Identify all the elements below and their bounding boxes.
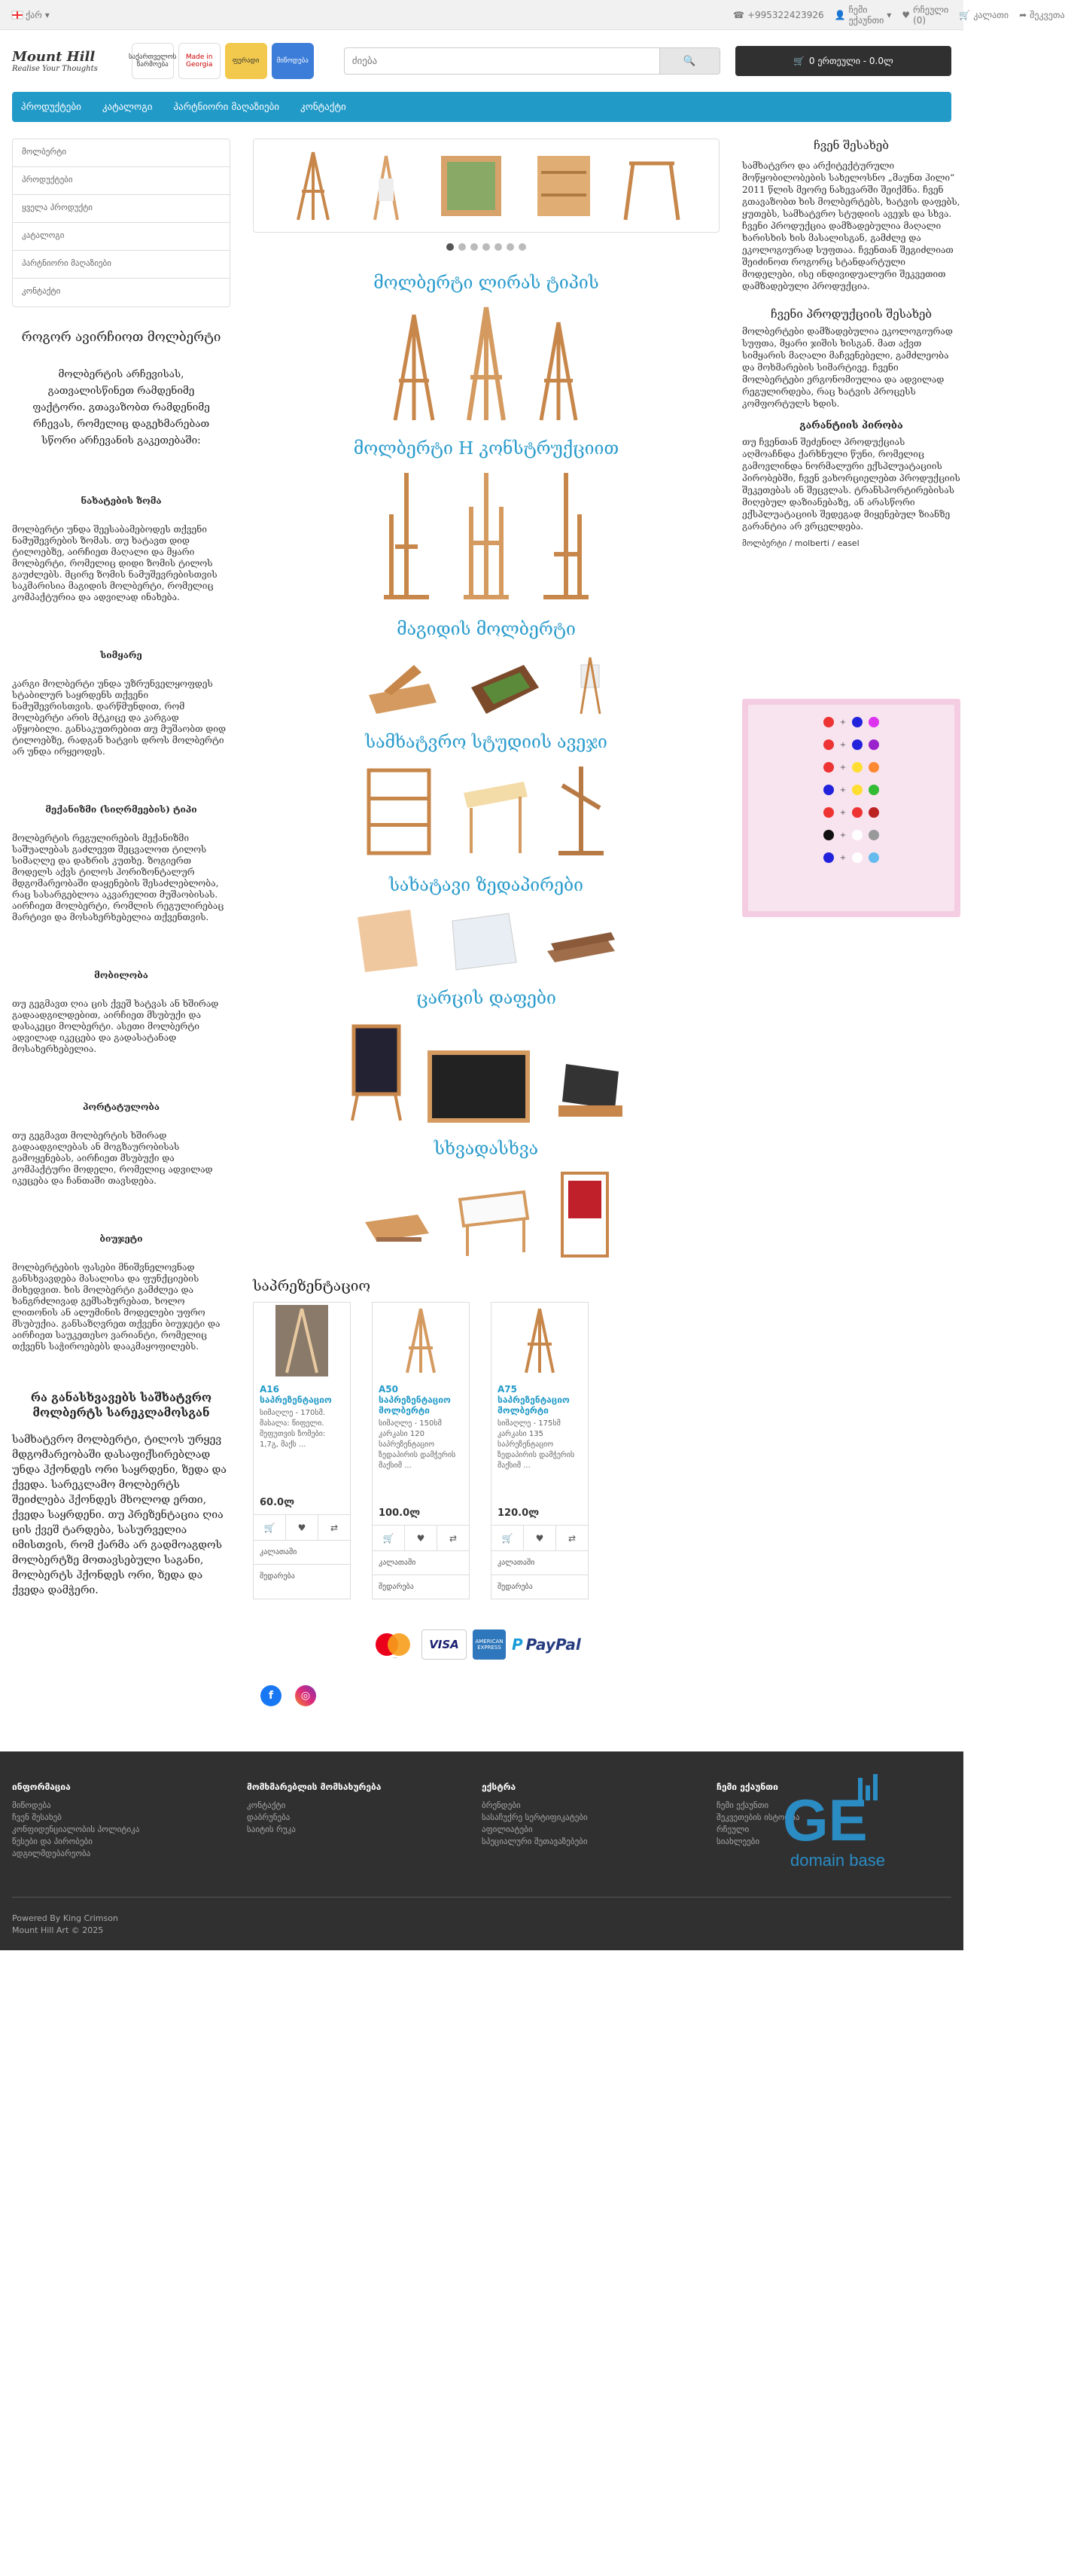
powered-by-text[interactable]: Powered By King Crimson — [12, 1913, 118, 1923]
ge-logo-text: GE — [783, 1787, 868, 1853]
product-name[interactable]: A75 საპრეზენტაციო მოლბერტი — [498, 1384, 570, 1416]
slider-dot[interactable] — [519, 243, 526, 251]
footer-link[interactable]: კონტაქტი — [247, 1800, 286, 1810]
image-slider[interactable] — [253, 139, 720, 233]
account-link[interactable]: 👤 ჩემი ექაუნთი ▾ — [834, 4, 892, 26]
article-intro: მოლბერტის არჩევისას, გათვალისწინეთ რამდენიმე ფაქტორი. გთავაზობთ რამდენიმე რჩევას, რომელიც დაგეხმარებათ სწორი არჩევანის გაკეთებაში: — [32, 368, 210, 447]
category-title[interactable]: სამხატვრო სტუდიის ავეჯი — [365, 733, 607, 752]
chalkboard-image — [426, 1049, 531, 1124]
add-to-cart-link[interactable]: კალათაში — [254, 1540, 350, 1564]
article-title: როგორ ავირჩიოთ მოლბერტი — [21, 330, 221, 345]
svg-text:Mastercard: Mastercard — [393, 1658, 397, 1659]
section-text: მოლბერტის რეგულირების მექანიზმი საშუალებას გაძლევთ შეცვალოთ ტილოს სიმაღლე და დახრის კუთხე. ზოგიერთ მოდელს აქვს ტილოს ჰორიზონტალურ მდგომარეობაში დაყენების შესაძლებლობა, რაც სასარგებლოა აკვარელით მუშაობისას. აირჩიეთ მოლბერტი, რომლის რეგულირებაც მარტივი და მოსახერხებელია თქვენთვის. — [12, 833, 224, 922]
footer-link[interactable]: ბრენდები — [482, 1800, 521, 1810]
add-to-cart-icon[interactable]: 🛒 — [373, 1526, 405, 1550]
phone-link[interactable] — [733, 5, 824, 26]
slider-dot[interactable] — [507, 243, 514, 251]
section-text: კარგი მოლბერტი უნდა უზრუნველყოფდეს სტაბილურ საყრდენს თქვენი ნამუშევრისთვის. დარწმუნდით, რომ მოლბერტი არის მტკიცე და კარგად აწყობილი. განსაკუთრებით თუ მუშაობთ დიდ ტილოებზე, რადგან ხატვის დროს მოლბერტი არ უნდა ირყეოდეს. — [12, 678, 226, 757]
center-column — [253, 139, 720, 1706]
sidebar-item-partner-stores[interactable]: პარტნიორი მაღაზიები — [13, 251, 230, 279]
category-title[interactable]: მოლბერტი ლირას ტიპის — [373, 273, 599, 293]
slider-dots — [253, 243, 720, 251]
product-price: 100.0ლ — [379, 1507, 421, 1519]
footer-link[interactable]: მიწოდება — [12, 1800, 51, 1810]
slider-dot[interactable] — [458, 243, 466, 251]
compare-icon[interactable]: ⇄ — [567, 1532, 577, 1544]
section-heading: პორტატულობა — [82, 1102, 160, 1112]
badge-made-in-georgia: Made in Georgia — [178, 43, 221, 79]
wishlist-icon[interactable]: ♥ — [286, 1515, 318, 1540]
search-input[interactable] — [344, 47, 660, 75]
footer-link[interactable]: სასაჩუქრე სერტიფიკატები — [482, 1812, 588, 1822]
product-name[interactable]: A16 საპრეზენტაციო — [260, 1384, 332, 1405]
category-studio-furniture[interactable] — [253, 733, 720, 861]
category-table-easels[interactable] — [253, 620, 720, 718]
slider-dot[interactable] — [470, 243, 478, 251]
footer-heading: მომხმარებლის მომსახურება — [247, 1782, 382, 1792]
add-to-cart-link[interactable]: კალათაში — [373, 1550, 469, 1575]
compare-link[interactable]: შედარება — [491, 1575, 588, 1599]
sidebar-item-catalog[interactable]: კატალოგი — [13, 223, 230, 251]
mastercard-icon — [370, 1629, 415, 1660]
top-bar — [0, 0, 1065, 30]
right-column — [742, 139, 960, 1706]
cart-icon: 🛒 — [793, 56, 805, 66]
easel-image — [360, 148, 412, 224]
product-name[interactable]: A50 საპრეზენტაციო მოლბერტი — [379, 1384, 451, 1416]
social-links — [260, 1685, 720, 1706]
color-mixing-card[interactable]: + + + + + + + — [742, 699, 960, 917]
share-icon: ➦ — [1019, 9, 1027, 20]
shelf-image — [434, 148, 509, 224]
badge-delivery: მიწოდება — [272, 43, 314, 79]
footer-link[interactable]: სიახლეები — [717, 1837, 760, 1846]
product-price: 60.0ლ — [260, 1497, 295, 1508]
section-heading-large: რა განასხვავებს საშხატვრო მოლბერტს სარეკლამოსგან — [30, 1391, 212, 1419]
sidebar-item-all-products[interactable]: ყველა პროდუქტი — [13, 195, 230, 223]
product-card[interactable] — [372, 1302, 470, 1599]
language-selector[interactable]: ქარ ▾ — [12, 10, 50, 20]
logo[interactable] — [12, 49, 117, 73]
section-text: მოლბერტების ფასები მნიშვნელოვნად განსხვავდება მასალისა და ფუნქციების მიხედვით. ხის მოლბერტი გამძლეა და ხანგრძლივად გემსახურებათ, ხოლო ლითონის ან ალუმინის მოდელები უფრო მსუბუქია. განსაზღვრეთ თქვენი ბიუჯეტი და აირჩიეთ საუკეთესო ვარიანტი, რომელიც თქვენს საჭიროებებს დააკმაყოფილებს. — [12, 1262, 221, 1352]
visa-icon: VISA — [421, 1629, 467, 1660]
flag-icon — [12, 11, 23, 19]
product-cards — [253, 1302, 720, 1599]
footer-heading: ექსტრა — [482, 1782, 516, 1792]
category-lyre-easels[interactable] — [253, 273, 720, 424]
domain-base-text: domain base — [790, 1851, 885, 1870]
product-thumbnail — [275, 1305, 328, 1376]
table-image — [452, 1177, 535, 1260]
checkout-text: შეკვეთა — [1030, 9, 1065, 20]
nav-contact[interactable]: კონტაქტი — [300, 101, 346, 113]
footer-heading: ინფორმაცია — [12, 1782, 71, 1792]
cart-button-label: 0 ერთეული - 0.0ლ — [808, 56, 893, 66]
logo-subtitle: Realise Your Thoughts — [12, 65, 98, 73]
account-text: ჩემი ექაუნთი — [848, 4, 884, 26]
slider-dot[interactable] — [494, 243, 502, 251]
wishlist-link[interactable] — [902, 5, 948, 26]
product-card[interactable] — [491, 1302, 589, 1599]
product-description: სიმაღლე - 150სმ კარკასი 120 საპრეზენტაციო ზედაპირის დამჭერის მაქსიმ ... — [379, 1419, 456, 1470]
products-heading: ჩვენი პროდუქციის შესახებ — [770, 307, 933, 321]
copyright-text: Mount Hill Art © 2025 — [12, 1925, 104, 1935]
sidebar-menu — [12, 139, 230, 307]
footer-link[interactable]: შეკვეთების ისტორია — [717, 1812, 800, 1822]
footer-bottom — [12, 1913, 118, 1937]
product-card[interactable] — [253, 1302, 351, 1599]
footer-link[interactable]: სპეციალური შეთავაზებები — [482, 1837, 588, 1846]
panel-image — [540, 906, 622, 974]
footer-link[interactable]: საიტის რუკა — [247, 1825, 296, 1834]
chalkboard-image — [346, 1019, 406, 1124]
easel-image — [388, 311, 440, 424]
footer-column-info — [12, 1782, 247, 1860]
section-text: თუ გეგმავთ მოლბერტის ხშირად გადაადგილებას ან მოგზაურობისას გამოყენებას, აირჩიეთ მსუბუქი და კომპაქტური მოდელი, რომელიც ადვილად იკეცება და ჩანთაში თავსდება. — [12, 1130, 213, 1186]
search-icon: 🔍 — [683, 55, 696, 66]
warranty-heading: გარანტიის პირობა — [799, 420, 903, 431]
product-actions — [373, 1525, 469, 1550]
compare-icon[interactable]: ⇄ — [449, 1532, 458, 1544]
compare-link[interactable]: შედარება — [373, 1575, 469, 1599]
footer — [0, 1751, 963, 1950]
box-image — [358, 1200, 433, 1260]
category-chalkboards[interactable] — [253, 989, 720, 1124]
footer-link[interactable]: დაბრუნება — [247, 1812, 291, 1822]
tags-text[interactable]: მოლბერტი / molberti / easel — [742, 538, 860, 548]
facebook-icon[interactable]: f — [260, 1685, 281, 1706]
products-text: მოლბერტები დამზადებულია ეკოლოგიურად სუფთა, მყარი ჯიშის ხისგან. მათ აქვთ სიმყარის მაღალი მაჩვენებელი, გამძლეობა და მოხმარების სიმარტივე. ჩვენი მოლბერტები ერგონომიულია და ადვილად რეგულირდება, რაც ხატვის პროცესს კომფორტულს ხდის. — [742, 326, 953, 409]
heart-icon: ♥ — [902, 9, 911, 20]
domain-base-logo[interactable] — [775, 1774, 903, 1872]
category-title[interactable]: ცარცის დაფები — [416, 989, 556, 1008]
product-actions — [254, 1514, 350, 1540]
slider-dot[interactable] — [482, 243, 490, 251]
wishlist-text: რჩეული (0) — [913, 4, 949, 26]
section-text: თუ გეგმავთ ღია ცის ქვეშ ხატვას ან ხშირად გადაადგილდებით, აირჩიეთ მსუბუქი და დასაკეცი მოლბერტი. ასეთი მოლბერტი ადვილად იკეცება და გადასატანად მოსახერხებელია. — [12, 998, 219, 1054]
about-heading: ჩვენ შესახებ — [814, 139, 889, 152]
badge-georgian-production: საქართველოს წარმოება — [132, 43, 174, 79]
stand-image — [618, 148, 686, 224]
trust-badges — [129, 43, 314, 79]
easel-image — [456, 469, 516, 605]
category-title[interactable]: სხვადასხვა — [434, 1139, 539, 1159]
footer-link[interactable]: აფილიატები — [482, 1825, 533, 1834]
category-title[interactable]: სახატავი ზედაპირები — [388, 876, 584, 895]
product-image[interactable] — [254, 1303, 350, 1378]
amex-icon: AMERICAN EXPRESS — [473, 1629, 506, 1660]
footer-divider — [12, 1897, 951, 1898]
add-to-cart-icon[interactable]: 🛒 — [491, 1526, 524, 1550]
section-heading: მექანიზმი (სიღრმეების) ტიპი — [45, 804, 197, 815]
sidebar-item-products[interactable]: პროდუქტები — [13, 167, 230, 195]
section-heading: ბიუჯეტი — [99, 1233, 143, 1244]
product-description: სიმაღლე - 170სმ. მასალა: წიფელი. შეფუთვის ზომები: 1,7გ, მაქს ... — [260, 1409, 326, 1449]
category-drawing-surfaces[interactable] — [253, 876, 720, 974]
checkout-link[interactable] — [1019, 5, 1064, 26]
compare-link[interactable]: შედარება — [254, 1564, 350, 1588]
search-button[interactable] — [660, 47, 720, 75]
left-column — [12, 139, 230, 1706]
chalkboard-image — [551, 1056, 626, 1124]
logo-title: Mount Hill — [12, 49, 96, 65]
section-text: მოლბერტი უნდა შეესაბამებოდეს თქვენი ნამუშევრების ზომას. თუ ხატავთ დიდ ტილოებზე, აირჩიეთ მაღალი და მყარი მოლბერტი, რომელიც დიდი ზომის ტილოს გაუძლებს. მცირე ზომის ნამუშევრებისთვის საკმარისია მაგიდის მოლბერტი, რომელიც კომპაქტურია და ადვილად ინახება. — [12, 524, 218, 602]
nav-products[interactable]: პროდუქტები — [21, 101, 81, 113]
table-easel-image — [566, 650, 611, 718]
product-image[interactable] — [373, 1303, 469, 1378]
easel-image — [287, 148, 339, 224]
table-easel-image — [361, 650, 444, 718]
easel-image — [532, 319, 585, 424]
phone-icon: ☎ — [733, 9, 744, 20]
language-label: ქარ — [26, 9, 42, 20]
wishlist-icon[interactable]: ♥ — [405, 1526, 437, 1550]
category-miscellaneous[interactable] — [253, 1139, 720, 1260]
add-to-cart-icon[interactable]: 🛒 — [254, 1515, 286, 1540]
sidebar-item-easels[interactable]: მოლბერტი — [13, 139, 230, 167]
about-text: სამხატვრო და არქიტექტურული მოწყობილობების სახელოსნო „მაუნთ ჰილი“ 2011 წლის მეორე ნახევარში შეიქმნა. ჩვენ გთავაზობთ ხის მოლბერტებს, ხატვის დაფებს, ყუთებს, სამხატვრო სტუდიის ავეჯს და სხვა. ჩვენი პროდუქცია დამზადებულია მაღალი ხარისხის ხის მასალისგან, გამძლე და ეკოლოგიურად სუფთაა. ჩვენთან შეგიძლიათ შეიძინოთ როგორც სტანდარტული მოდელები, ისე ინდივიდუალური შეკვეთით დამზადებული პროდუქცია. — [742, 160, 960, 291]
add-to-cart-link[interactable]: კალათაში — [491, 1550, 588, 1575]
main-content — [0, 122, 963, 1706]
slider-dot[interactable] — [446, 243, 454, 251]
cabinet-image — [530, 148, 598, 224]
warranty-text: თუ ჩვენთან შეძენილ პროდუქციას აღმოაჩნდა ქარხნული წუნი, რომელიც გამოვლინდა ნორმალური ექსპლუატაციის პირობებში, ჩვენ ვახორციელებთ პროდუქციის შეკეთებას ან შეცვლას. ტრანსპორტირებისას მიღებულ დაზიანებაზე, ან არასწორი ექსპლუატაციის შედეგად მიყენებულ ზიანზე გარანტია არ ვრცელდება. — [742, 437, 960, 532]
search-box — [344, 47, 720, 75]
category-title[interactable]: მაგიდის მოლბერტი — [397, 620, 576, 639]
paypal-label: PayPal — [525, 1636, 581, 1654]
paypal-icon — [512, 1629, 602, 1660]
payment-methods — [253, 1629, 720, 1660]
footer-link[interactable]: წესები და პირობები — [12, 1837, 93, 1846]
compare-icon[interactable]: ⇄ — [330, 1522, 339, 1533]
studio-easel-image — [551, 763, 611, 861]
paypal-p-icon: P — [512, 1636, 523, 1654]
footer-link[interactable]: ჩემი ექაუნთი — [717, 1800, 769, 1810]
drawing-table-image — [456, 763, 531, 861]
section-heading: მობილობა — [94, 970, 148, 980]
product-thumbnail — [517, 1305, 562, 1376]
footer-heading: ჩემი ექაუნთი — [717, 1782, 778, 1792]
easel-image — [376, 469, 437, 605]
category-title[interactable]: მოლბერტი H კონსტრუქციით — [353, 439, 619, 459]
footer-link[interactable]: ჩვენ შესახებ — [12, 1812, 62, 1822]
section-text-large: სამხატვრო მოლბერტი, ტილოს ურყევ მდგომარეობაში დასაფიქსირებლად უნდა ჰქონდეს ორი საყრდენი, ზედა და ქვედა. სარეკლამო მოლბერტს შეიძლება ჰქონდეს მხოლოდ ერთი, ქვედა საყრდენი. თუ პრეზენტაცია ღია ცის ქვეშ ტარდება, სასურველია იმისთვის, რომ ქარმა არ გადმოაგდოს მოლბერტზე მოთავსებული საგანი, მოლბერტს ჰქონდეს ორი, ზედა და ქვედა დამჭერი. — [12, 1434, 227, 1596]
category-h-frame-easels[interactable] — [253, 439, 720, 605]
footer-link[interactable]: რჩეული — [717, 1825, 750, 1834]
cart-button[interactable] — [735, 46, 951, 76]
main-nav — [12, 92, 951, 122]
puppet-theater-image — [555, 1169, 615, 1260]
easel-image — [536, 469, 596, 605]
nav-catalog[interactable]: კატალოგი — [102, 101, 153, 113]
phone-text: +995322423926 — [747, 9, 824, 20]
instagram-icon[interactable]: ◎ — [295, 1685, 316, 1706]
section-heading: სიმყარე — [100, 650, 142, 660]
sidebar-item-contact[interactable]: კონტაქტი — [22, 286, 61, 296]
product-price: 120.0ლ — [498, 1507, 540, 1519]
cart-link[interactable] — [959, 5, 1009, 26]
cabinet-image — [361, 763, 437, 861]
user-icon: 👤 — [834, 9, 846, 20]
panel-image — [445, 906, 520, 974]
product-description: სიმაღლე - 175სმ კარკასი 135 საპრეზენტაციო ზედაპირის დამჭერის მაქსიმ ... — [498, 1419, 575, 1470]
footer-link[interactable]: ადგილმდებარეობა — [12, 1849, 91, 1858]
cart-text: კალათი — [973, 9, 1009, 20]
product-thumbnail — [398, 1305, 443, 1376]
footer-column-service — [247, 1782, 482, 1860]
nav-partner-stores[interactable]: პარტნიორი მაღაზიები — [173, 101, 280, 113]
badge-colorful: ფერადი — [225, 43, 267, 79]
header — [0, 30, 963, 92]
panel-image — [350, 906, 425, 974]
table-easel-image — [464, 650, 546, 718]
easel-image — [460, 303, 513, 424]
section-heading: ნახატების ზომა — [81, 495, 162, 506]
footer-link[interactable]: კონფიდენციალობის პოლიტიკა — [12, 1825, 140, 1834]
product-actions — [491, 1525, 588, 1550]
cart-icon: 🛒 — [959, 9, 971, 20]
footer-column-extras — [482, 1782, 717, 1860]
recommendations-title: საპრეზენტაციო — [253, 1278, 371, 1294]
product-image[interactable] — [491, 1303, 588, 1378]
wishlist-icon[interactable]: ♥ — [524, 1526, 556, 1550]
